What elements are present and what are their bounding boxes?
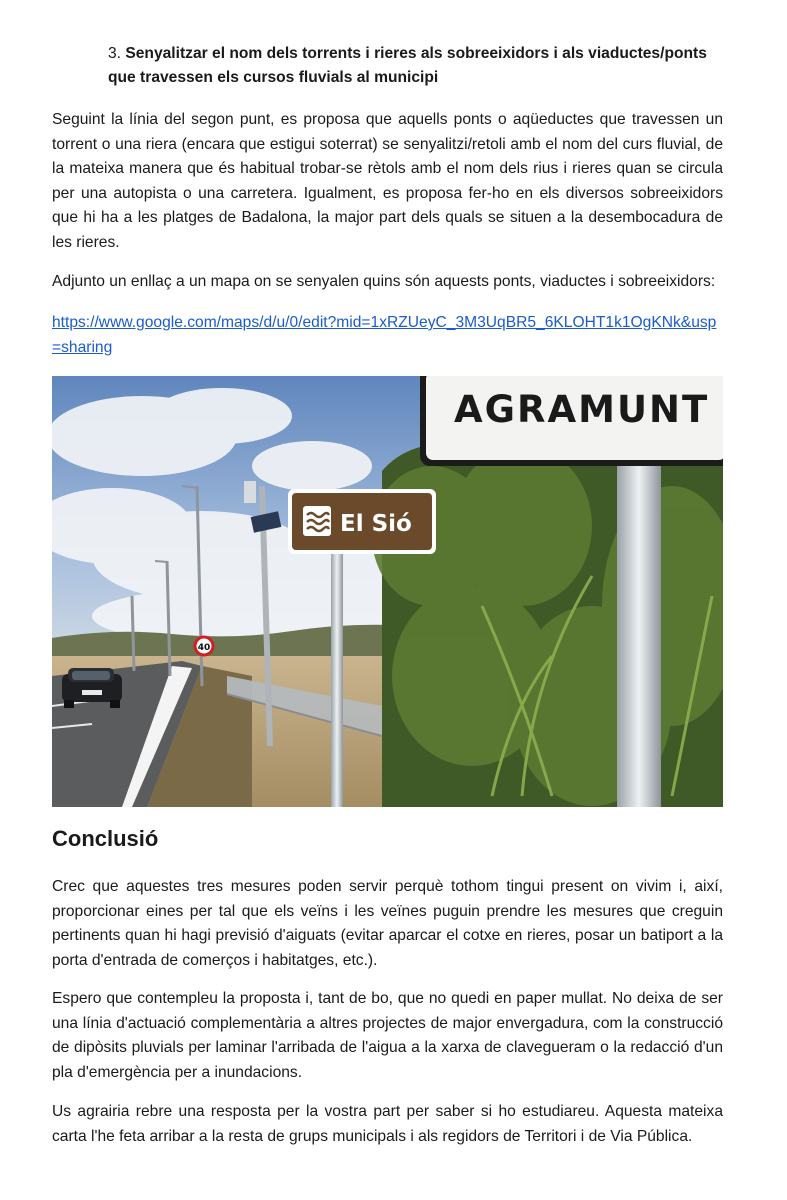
conclusion-paragraph-3: Us agrairia rebre una resposta per la vostra part per saber si ho estudiareu. Aquesta mateixa carta l'he feta arribar a la resta de grups municipals i als regidors de Territori i de Via Pública. [52,1103,723,1145]
conclusion-heading: Conclusió [52,826,159,851]
river-sign-text: El Sió [340,511,412,537]
section-3-title: Senyalitzar el nom dels torrents i rieres als sobreeixidors i als viaductes/ponts que travessen els cursos fluvials al municipi [108,45,707,86]
road-sign-photo [52,376,723,807]
paragraph-map-intro: Adjunto un enllaç a un mapa on se senyalen quins són aquests ponts, viaductes i sobreeixidors: [52,273,716,290]
speed-limit-text: 40 [197,643,211,653]
section-3-heading [108,42,728,90]
conclusion-paragraph-2: Espero que contempleu la proposta i, tant de bo, que no quedi en paper mullat. No deixa de ser una línia d'actuació complementària a altres projectes de major envergadura, com la construcció de dipòsits pluvials per laminar l'arribada de l'aigua a la xarxa de clavegueram o la redacció d'un pla d'emergència per a inundacions. [52,990,723,1081]
town-sign-text: AGRAMUNT [454,388,710,431]
section-3-number: 3. [108,45,122,62]
conclusion-paragraph-1: Crec que aquestes tres mesures poden servir perquè tothom tingui present on vivim i, així, proporcionar eines per tal que els veïns i les veïnes puguin prendre les mesures que creguin pertinents quan hi hagi previsió d'aiguats (evitar aparcar el cotxe en rieres, posar un batiport a la porta d'entrada de comerços i habitatges, etc.). [52,878,723,969]
paragraph-bridges: Seguint la línia del segon punt, es proposa que aquells ponts o aqüeductes que travessen un torrent o una riera (encara que estigui soterrat) se senyalitzi/retoli amb el nom del curs fluvial, de la mateixa manera que és habitual trobar-se rètols amb el nom dels rius i rieres quan se circula per una autopista o una carretera. Igualment, es proposa fer-ho en els diversos sobreeixidors que hi ha a les platges de Badalona, la major part dels quals se situen a la desembocadura de les rieres. [52,111,723,251]
map-link[interactable]: https://www.google.com/maps/d/u/0/edit?mid=1xRZUeyC_3M3UqBR5_6KLOHT1k1OgKNk&usp=sharing [52,314,717,356]
